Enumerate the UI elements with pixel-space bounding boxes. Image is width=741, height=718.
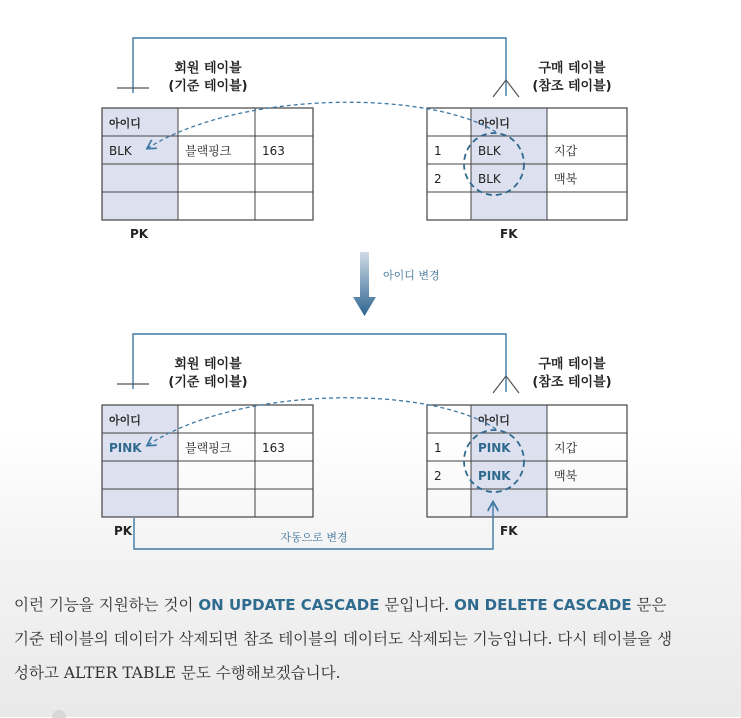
purchase-table-title: 구매 테이블 xyxy=(538,61,606,76)
purchase-cell-num: 2 xyxy=(434,469,442,483)
member-table xyxy=(102,405,313,517)
member-cell-name: 블랙핑크 xyxy=(185,144,232,158)
member-table-subtitle: (기준 테이블) xyxy=(168,375,248,390)
member-cell-height: 163 xyxy=(262,144,285,158)
member-header-id: 아이디 xyxy=(109,414,141,427)
purchase-cell-item: 지갑 xyxy=(554,144,578,158)
pk-label: PK xyxy=(114,524,133,538)
fk-label: FK xyxy=(500,524,518,538)
purchase-cell-id: BLK xyxy=(478,172,501,186)
top-section xyxy=(102,38,627,241)
purchase-table xyxy=(427,405,627,517)
purchase-cell-id: PINK xyxy=(478,469,511,483)
purchase-cell-item: 지갑 xyxy=(554,441,578,455)
member-table xyxy=(102,108,313,220)
down-arrow-icon xyxy=(353,252,376,316)
member-table-title: 회원 테이블 xyxy=(174,61,242,76)
reference-arrow xyxy=(148,102,496,148)
purchase-cell-id: PINK xyxy=(478,441,511,455)
member-table-title: 회원 테이블 xyxy=(174,357,242,372)
purchase-cell-num: 2 xyxy=(434,172,442,186)
purchase-header-id: 아이디 xyxy=(478,117,510,130)
purchase-cell-id: BLK xyxy=(478,144,501,158)
member-cell-id: PINK xyxy=(109,441,142,455)
member-cell-name: 블랙핑크 xyxy=(185,441,232,455)
caption-line-2: 기준 테이블의 데이터가 삭제되면 참조 테이블의 데이터도 삭제되는 기능입니다. 다시 테이블을 생 xyxy=(14,630,673,648)
purchase-cell-item: 맥북 xyxy=(554,469,578,483)
member-cell-id: BLK xyxy=(109,144,132,158)
bottom-section xyxy=(102,334,627,549)
change-arrow-label: 아이디 변경 xyxy=(383,269,440,282)
fk-label: FK xyxy=(500,227,518,241)
member-cell-height: 163 xyxy=(262,441,285,455)
caption-text: 문입니다. xyxy=(379,596,455,614)
change-arrow xyxy=(353,252,440,316)
caption-line-3: 성하고 ALTER TABLE 문도 수행해보겠습니다. xyxy=(14,664,341,682)
purchase-cell-num: 1 xyxy=(434,441,442,455)
purchase-table xyxy=(427,108,627,220)
auto-change-label: 자동으로 변경 xyxy=(280,531,348,544)
keyword-on-delete-cascade: ON DELETE CASCADE xyxy=(454,596,632,614)
purchase-table-title: 구매 테이블 xyxy=(538,357,606,372)
pk-label: PK xyxy=(130,227,149,241)
caption-text: 문은 xyxy=(631,596,667,614)
purchase-table-subtitle: (참조 테이블) xyxy=(532,375,612,390)
purchase-table-subtitle: (참조 테이블) xyxy=(532,79,612,94)
purchase-cell-item: 맥북 xyxy=(554,172,578,186)
explanation-paragraph xyxy=(14,588,730,690)
purchase-header-id: 아이디 xyxy=(478,414,510,427)
member-header-id: 아이디 xyxy=(109,117,141,130)
purchase-cell-num: 1 xyxy=(434,144,442,158)
keyword-on-update-cascade: ON UPDATE CASCADE xyxy=(198,596,380,614)
member-table-subtitle: (기준 테이블) xyxy=(168,79,248,94)
caption-line-1 xyxy=(14,588,730,622)
caption-text: 이런 기능을 지원하는 것이 xyxy=(14,596,199,614)
